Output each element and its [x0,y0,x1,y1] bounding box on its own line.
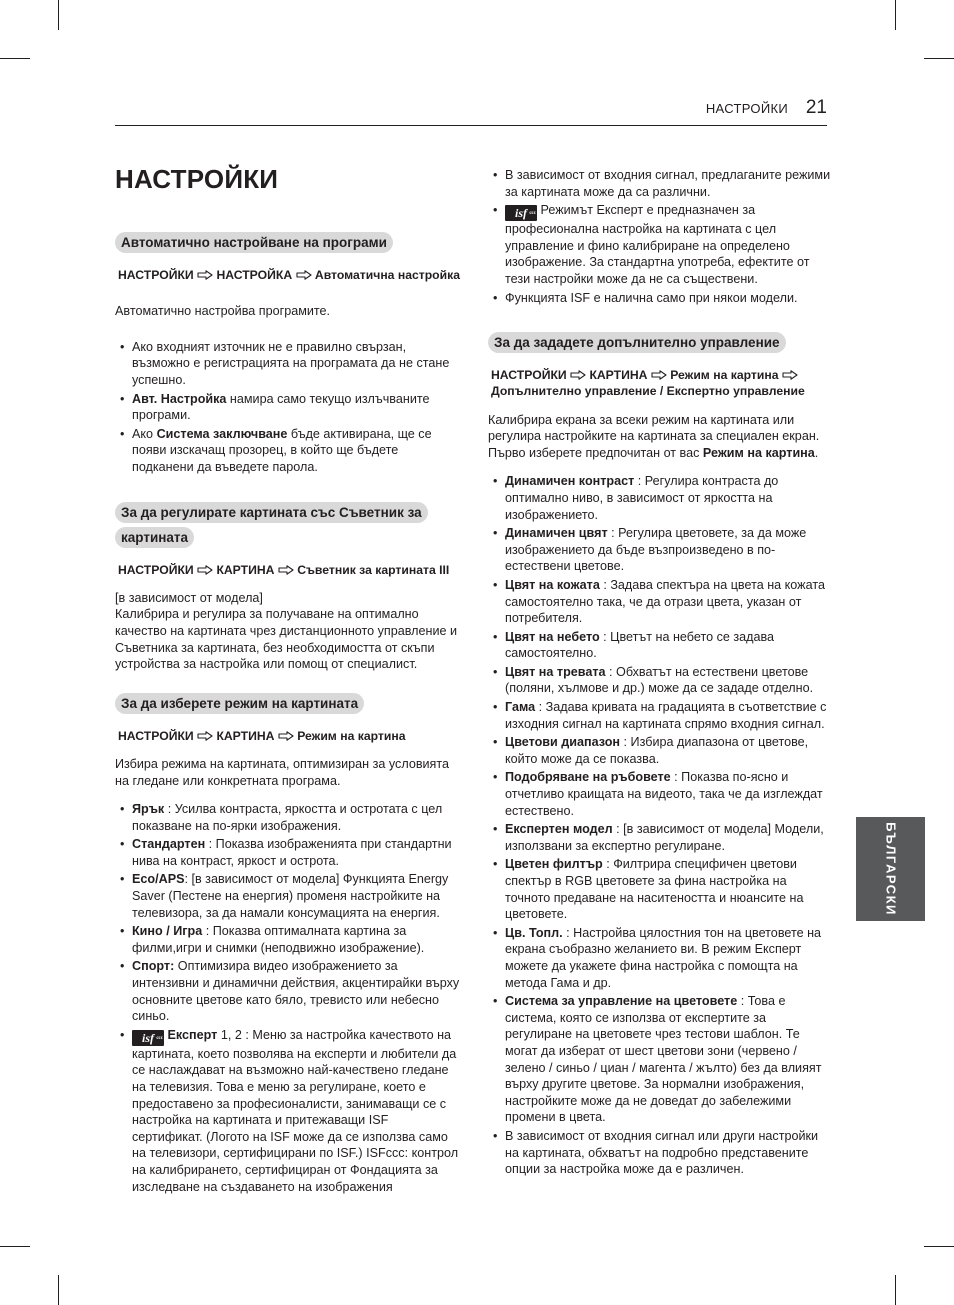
path-step: НАСТРОЙКИ [118,562,194,577]
crop-mark [895,1275,896,1305]
arrow-right-icon [278,565,294,575]
arrow-right-icon [278,731,294,741]
section-heading: За да зададете допълнително управление [488,332,786,353]
bullet-list [115,801,460,1195]
model-note: [в зависимост от модела] [115,590,263,605]
section-heading: Автоматично настройване на програми [115,232,393,253]
path-step: НАСТРОЙКИ [491,368,567,383]
item-term: Динамичен контраст [505,474,635,489]
item-text: : Регулира цветовете, за да може изображението да бъде възпроизведено в по-естествени цветове. [505,526,807,574]
menu-path [491,367,831,399]
item-term: Цветови диапазон [505,735,621,750]
path-step: КАРТИНА [589,368,648,383]
item-text: намира само текущо излъчваните програми. [132,391,430,423]
item-term: Спорт: [132,959,175,974]
list-item [115,1027,460,1195]
crop-mark [924,1246,954,1247]
list-item [488,202,831,287]
section-intro: Калибрира и регулира за получаване на оптимално качество на картината чрез дистанционното управление и Съветника за картината, без необходимостта от скъпи устройства за настройка или помощ от специалист. [115,607,458,672]
item-text: : [в зависимост от модела] Функцията Energy Saver (Пестене на енергия) променя настройките на телевизора, за да намали консумацията на енергия. [132,872,449,920]
running-header: НАСТРОЙКИ [705,101,788,116]
intro-text: Калибрира екрана за всеки режим на картината или регулира настройките на картината за специален екран. Първо изберете предпочитан от вас [488,412,820,460]
path-step: Режим на картина [297,728,406,743]
list-item [488,1128,831,1178]
list-item [488,577,831,627]
menu-path [118,728,460,744]
list-item [115,923,460,956]
isf-logo-subtext: ccc [529,211,536,217]
item-term: Система заключване [156,426,288,441]
arrow-right-icon [197,270,213,280]
menu-path [118,562,460,578]
item-text: : Настройва цялостния тон на цветовете на екрана съобразно желанието ви. В режим Експерт можете да укажете фина настройка с помощта на метода Гама и др. [505,925,822,990]
list-item [488,473,831,523]
section-picture-mode [115,691,460,1195]
isf-logo-text: isf [515,206,527,221]
menu-path [118,267,460,283]
section-advanced-control [488,330,831,1178]
item-text: бъде активирана, ще се появи изскачащ прозорец, в който ще бъдете подканени да въведете парола. [132,426,432,474]
item-text: : Задава спектъра на цвета на кожата самостоятелно така, че да отрази цвета, указан от потребителя. [505,577,825,626]
section-intro [488,412,831,462]
item-term: Цв. Топл. [505,925,563,940]
isf-logo-icon [132,1030,164,1046]
item-term: Кино / Игра [132,924,203,939]
item-term: Eco/APS [132,872,185,887]
list-item [488,734,831,767]
list-item [488,699,831,732]
item-text: Ако [132,426,157,441]
section-heading: За да регулирате картината със Съветник за картината [115,502,428,548]
header-rule [115,125,827,126]
arrow-right-icon [296,270,312,280]
list-item [488,525,831,575]
crop-mark [895,0,896,30]
section-intro: Автоматично настройва програмите. [115,304,331,319]
list-item [115,339,460,389]
isf-logo-icon [505,205,537,221]
list-item [488,769,831,819]
list-item [115,958,460,1024]
crop-mark [924,58,954,59]
path-step: Автоматична настройка [314,268,460,282]
path-step: Допълнително управление / Експертно управление [491,384,805,399]
item-term: Експерт [167,1027,218,1042]
list-item [488,167,831,200]
list-item [488,925,831,991]
page-number: 21 [805,97,827,118]
item-term: Авт. Настройка [132,391,227,406]
item-text: : Регулира контраста до оптимално ниво, в зависимост от яркостта на изображението. [505,474,779,522]
item-text: 1, 2 : Меню за настройка качеството на картината, което позволява на експерти и любители да се наслаждават на възможно най-качествено гледане на телевизия. Това е меню за регулиране, което е предоставено за професионалисти, занимаващи се с настройка на картината и притежаващи ISF сертификат. (Логото на ISF може да се използва само на телевизори, сертифицирани по ISF.) ISFccc: контрол на калибрирането, сертифициран от Фондацията за изследване на създаването на изображения [132,1027,459,1194]
language-tab-label: БЪЛГАРСКИ [883,822,898,916]
section-intro: Избира режима на картината, оптимизиран за условията на гледане или конкретната програма. [115,756,450,788]
item-text: В зависимост от входния сигнал, предлаганите режими за картината може да са различни. [505,168,831,199]
item-text: Ако входният източник не е правилно свързан, възможно е регистрацията на програмата да не стане успешно. [132,339,450,387]
intro-term: Режим на картина [702,445,815,460]
intro-text: . [814,445,819,460]
arrow-right-icon [197,731,213,741]
section-auto-tuning [115,230,460,476]
list-item [488,821,831,854]
list-item [115,391,460,424]
list-item [488,993,831,1126]
path-step: НАСТРОЙКИ [118,728,194,743]
list-item [115,871,460,921]
list-item [488,290,831,307]
item-text: : Показва изображенията при стандартни нива на контраст, яркост и острота. [132,837,452,868]
item-term: Цвят на тревата [505,664,606,679]
list-item [115,801,460,834]
list-item [488,856,831,922]
item-text: : Усилва контраста, яркостта и остротата с цел показване на по-ярки изображения. [132,802,443,833]
item-text: : Задава кривата на градацията в съответствие с изходния сигнал на картината спрямо входния сигнал. [505,700,827,731]
isf-logo-subtext: ccc [156,1035,163,1041]
path-step: КАРТИНА [216,562,275,577]
item-term: Гама [505,700,536,715]
right-column [488,167,831,1180]
item-term: Цветен филтър [505,857,603,872]
list-item [115,836,460,869]
item-text: : [в зависимост от модела] Модели, използвани за експертно регулиране. [505,822,824,853]
item-term: Подобряване на ръбовете [505,770,671,785]
arrow-right-icon [651,370,667,380]
bullet-list [115,339,460,476]
item-text: : Избира диапазона от цветове, който може да се показва. [505,735,809,766]
item-text: : Обхватът на естествени цветове (поляни, хълмове и др.) може да се зададе отделно. [505,664,814,696]
item-text: : Това е система, която се използва от експертите за регулиране на цветовете чрез тестови шаблон. Те могат да изберат от шест цветови зони (червено / зелено / синьо / циан / магента / жълто) без да влияят върху другите цветове. За нормални изображения, настройките може да не доведат до забележими промени в цвета. [505,994,822,1125]
left-column [115,230,460,1197]
crop-mark [58,1275,59,1305]
isf-logo-text: isf [142,1030,154,1045]
crop-mark [58,0,59,30]
item-term: Цвят на небето [505,629,600,644]
item-term: Стандартен [132,837,206,852]
item-text: : Филтрира специфичен цветови спектър в RGB цветовете за фина настройка на точното предаване на наситеността и нюансите на цветовете. [505,857,804,922]
list-item [488,629,831,662]
item-term: Динамичен цвят [505,526,608,541]
item-text: Оптимизира видео изображението за интензивни и динамични действия, акцентирайки върху основните цветове като бяло, тревисто или небесно синьо. [132,959,460,1024]
path-step: Съветник за картината III [297,562,450,577]
arrow-right-icon [570,370,586,380]
item-term: Система за управление на цветовете [505,994,738,1009]
page-title: НАСТРОЙКИ [115,164,279,194]
arrow-right-icon [782,370,798,380]
arrow-right-icon [197,565,213,575]
item-text: В зависимост от входния сигнал или други настройки на картината, обхватът на подробно представените опции за настройка може да е различен. [505,1128,819,1177]
item-term: Ярък [132,802,165,817]
item-text: : Показва по-ясно и отчетливо краищата на видеото, така че да изглеждат естествено. [505,770,823,818]
path-step: НАСТРОЙКА [216,268,293,282]
item-text: Функцията ISF е налична само при някои модели. [505,290,798,305]
crop-mark [0,58,30,59]
path-step: Режим на картина [670,368,779,383]
section-picture-wizard [115,500,460,673]
item-text: : Цветът на небето се задава самостоятелно. [505,629,775,661]
language-tab [856,817,925,921]
item-text: : Показва оптималната картина за филми,игри и снимки (неподвижно изображение). [132,924,425,955]
path-step: НАСТРОЙКИ [118,268,194,282]
list-item [488,664,831,697]
item-text: Режимът Експерт е предназначен за професионална настройка на картината с цел управление и фино калибриране на определено изображение. За стандартна употреба, ефектите от тези настройки може да не са съществени. [505,203,810,286]
item-term: Експертен модел [505,822,613,837]
bullet-list [488,167,831,306]
item-term: Цвят на кожата [505,577,600,592]
bullet-list [488,473,831,1177]
crop-mark [0,1246,30,1247]
list-item [115,426,460,476]
section-heading: За да изберете режим на картината [115,693,364,714]
path-step: КАРТИНА [216,728,275,743]
